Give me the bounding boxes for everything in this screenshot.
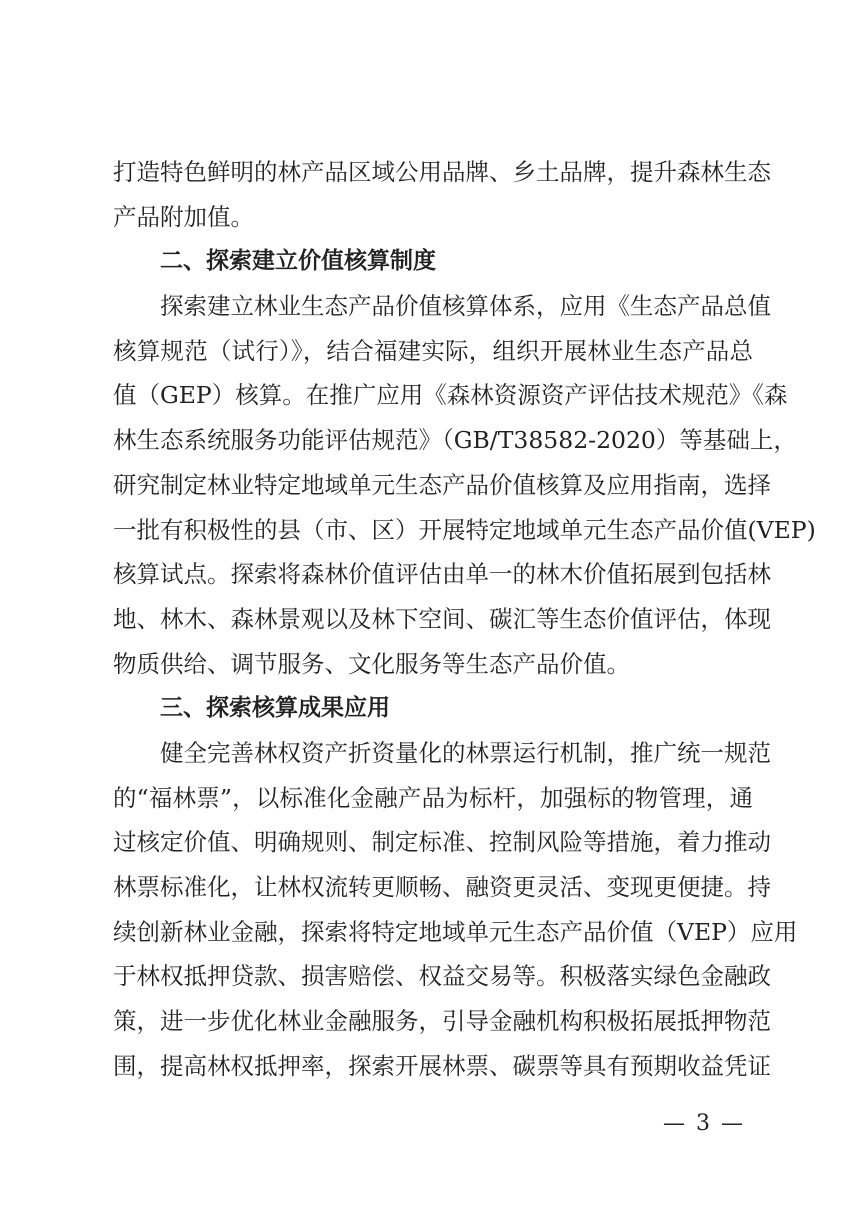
paragraph-line: 林生态系统服务功能评估规范》（GB/T38582-2020）等基础上， [113, 426, 797, 455]
body-text [113, 150, 816, 1088]
paragraph-line: 核算规范（试行）》，结合福建实际，组织开展林业生态产品总 [113, 336, 753, 365]
paragraph-line: 研究制定林业特定地域单元生态产品价值核算及应用指南，选择 [113, 470, 771, 499]
paragraph-line: 产品附加值。 [113, 202, 254, 231]
paragraph-line: 值（GEP）核算。在推广应用《森林资源资产评估技术规范》《森 [113, 381, 788, 410]
page-number: — 3 — [663, 1111, 745, 1136]
paragraph-line: 策，进一步优化林业金融服务，引导金融机构积极拓展抵押物范 [113, 1007, 771, 1036]
paragraph-line: 地、林木、森林景观以及林下空间、碳汇等生态价值评估，体现 [113, 604, 771, 633]
paragraph-line: 围，提高林权抵押率，探索开展林票、碳票等具有预期收益凭证 [113, 1051, 771, 1080]
section-heading: 三、探索核算成果应用 [160, 695, 390, 722]
paragraph-line: 探索建立林业生态产品价值核算体系，应用《生态产品总值 [160, 292, 771, 321]
paragraph-line: 打造特色鲜明的林产品区域公用品牌、乡土品牌，提升森林生态 [113, 158, 771, 186]
paragraph-line: 健全完善林权资产折资量化的林票运行机制，推广统一规范 [160, 738, 771, 767]
paragraph-line: 一批有积极性的县（市、区）开展特定地域单元生态产品价值(VEP) [113, 515, 816, 544]
paragraph-line: 于林权抵押贷款、损害赔偿、权益交易等。积极落实绿色金融政 [113, 962, 771, 991]
paragraph-line: 林票标准化，让林权流转更顺畅、融资更灵活、变现更便捷。持 [113, 873, 771, 901]
paragraph-line: 的“福林票”，以标准化金融产品为标杆，加强标的物管理，通 [113, 783, 753, 812]
paragraph-line: 物质供给、调节服务、文化服务等生态产品价值。 [113, 649, 630, 678]
paragraph-line: 过核定价值、明确规则、制定标准、控制风险等措施，着力推动 [113, 828, 771, 857]
paragraph-line: 核算试点。探索将森林价值评估由单一的林木价值拓展到包括林 [113, 560, 771, 589]
section-heading: 二、探索建立价值核算制度 [160, 248, 436, 275]
paragraph-line: 续创新林业金融，探索将特定地域单元生态产品价值（VEP）应用 [113, 917, 798, 946]
